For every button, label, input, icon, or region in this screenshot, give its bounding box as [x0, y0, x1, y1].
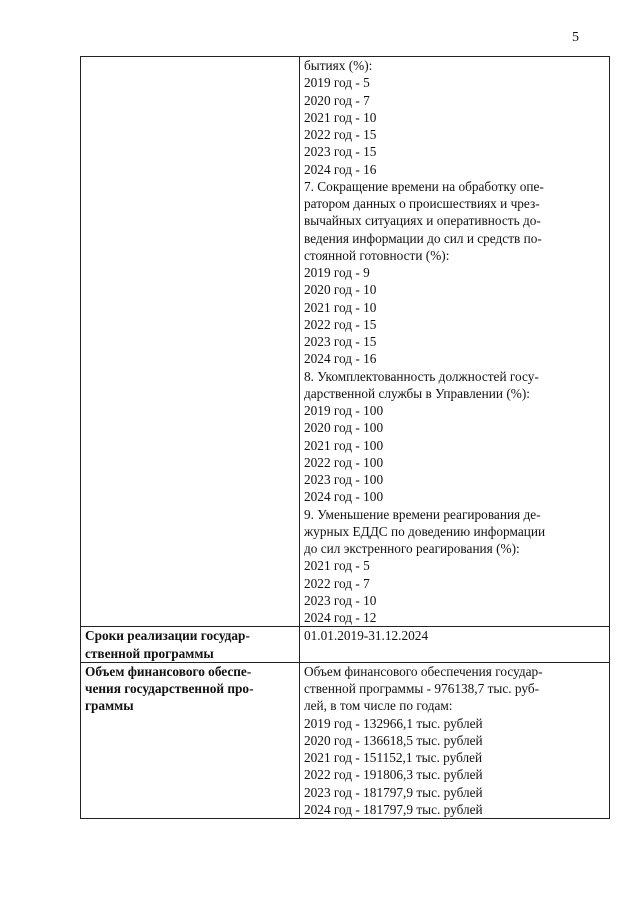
program-passport-table	[80, 56, 610, 819]
table-row-finance	[81, 662, 610, 818]
row-content-line: 2022 год - 15	[304, 316, 377, 332]
row-content-line: 2024 год - 12	[304, 610, 377, 625]
row-label-line: Сроки реализации государ-	[85, 628, 250, 644]
row-content-line: 2020 год - 136618,5 тыс. рублей	[304, 732, 483, 748]
table-row-terms	[81, 627, 610, 663]
row-content-line: 2022 год - 7	[304, 575, 370, 591]
row-content-line: 2021 год - 10	[304, 109, 377, 125]
row-content-line: 7. Сокращение времени на обработку опе-	[304, 178, 544, 194]
row-content-line: 2020 год - 7	[304, 92, 370, 108]
row-content-line: 2023 год - 15	[304, 334, 377, 349]
row-content-line: 2020 год - 10	[304, 282, 377, 298]
row-content-line: вычайных ситуациях и оперативность до-	[304, 213, 541, 229]
page-number: 5	[572, 30, 579, 45]
row-content-line: бытиях (%):	[304, 58, 373, 73]
row-content-line: ведения информации до сил и средств по-	[304, 230, 542, 246]
row-content-line: журных ЕДДС по доведению информации	[304, 523, 546, 539]
row-content-cell	[300, 57, 610, 627]
row-content-line: 2022 год - 100	[304, 454, 384, 470]
table-row-indicators	[81, 57, 610, 627]
row-content-line: 2024 год - 16	[304, 161, 377, 177]
row-content-line: 2023 год - 100	[304, 472, 384, 487]
row-content-line: 2022 год - 15	[304, 127, 377, 142]
row-content-line: 2024 год - 181797,9 тыс. рублей	[304, 801, 483, 817]
row-content-line: 2023 год - 181797,9 тыс. рублей	[304, 784, 483, 800]
row-content-line: 2021 год - 5	[304, 558, 370, 574]
row-content-line: 2021 год - 100	[304, 437, 384, 453]
row-content-line: 2019 год - 9	[304, 265, 370, 280]
row-content-cell	[300, 627, 610, 663]
row-content-line: 2020 год - 100	[304, 420, 384, 436]
row-content-line: ственной программы - 976138,7 тыс. руб-	[304, 681, 540, 696]
row-content-line: 2021 год - 151152,1 тыс. рублей	[304, 750, 483, 765]
row-label-line: ственной программы	[85, 645, 214, 661]
row-content-line: 2023 год - 15	[304, 144, 377, 160]
row-content-line: 8. Укомплектованность должностей госу-	[304, 368, 539, 384]
row-content-cell	[300, 662, 610, 818]
row-content-line: 2023 год - 10	[304, 592, 377, 608]
row-label-cell	[81, 627, 300, 663]
row-content-line: 2024 год - 16	[304, 351, 377, 367]
row-label-line: граммы	[85, 698, 134, 714]
row-content-line: 9. Уменьшение времени реагирования де-	[304, 506, 541, 522]
row-label-cell	[81, 57, 300, 627]
row-content-line: 2021 год - 10	[304, 299, 377, 315]
row-content-line: 2019 год - 132966,1 тыс. рублей	[304, 715, 483, 731]
row-content-line: 2019 год - 100	[304, 403, 384, 418]
row-label-cell	[81, 662, 300, 818]
row-content-line: до сил экстренного реагирования (%):	[304, 541, 520, 556]
row-content-line: 2022 год - 191806,3 тыс. рублей	[304, 767, 483, 783]
row-content-line: 2019 год - 5	[304, 75, 370, 91]
row-content-line: 2024 год - 100	[304, 489, 384, 505]
row-content-line: 01.01.2019-31.12.2024	[304, 628, 429, 644]
row-label-line: Объем финансового обеспе-	[85, 663, 252, 679]
row-label-line: чения государственной про-	[85, 681, 254, 696]
row-content-line: ратором данных о происшествиях и чрез-	[304, 196, 540, 211]
row-content-line: Объем финансового обеспечения государ-	[304, 663, 543, 679]
row-content-line: лей, в том числе по годам:	[304, 698, 453, 714]
row-content-line: дарственной службы в Управлении (%):	[304, 385, 530, 401]
row-content-line: стоянной готовности (%):	[304, 247, 450, 263]
